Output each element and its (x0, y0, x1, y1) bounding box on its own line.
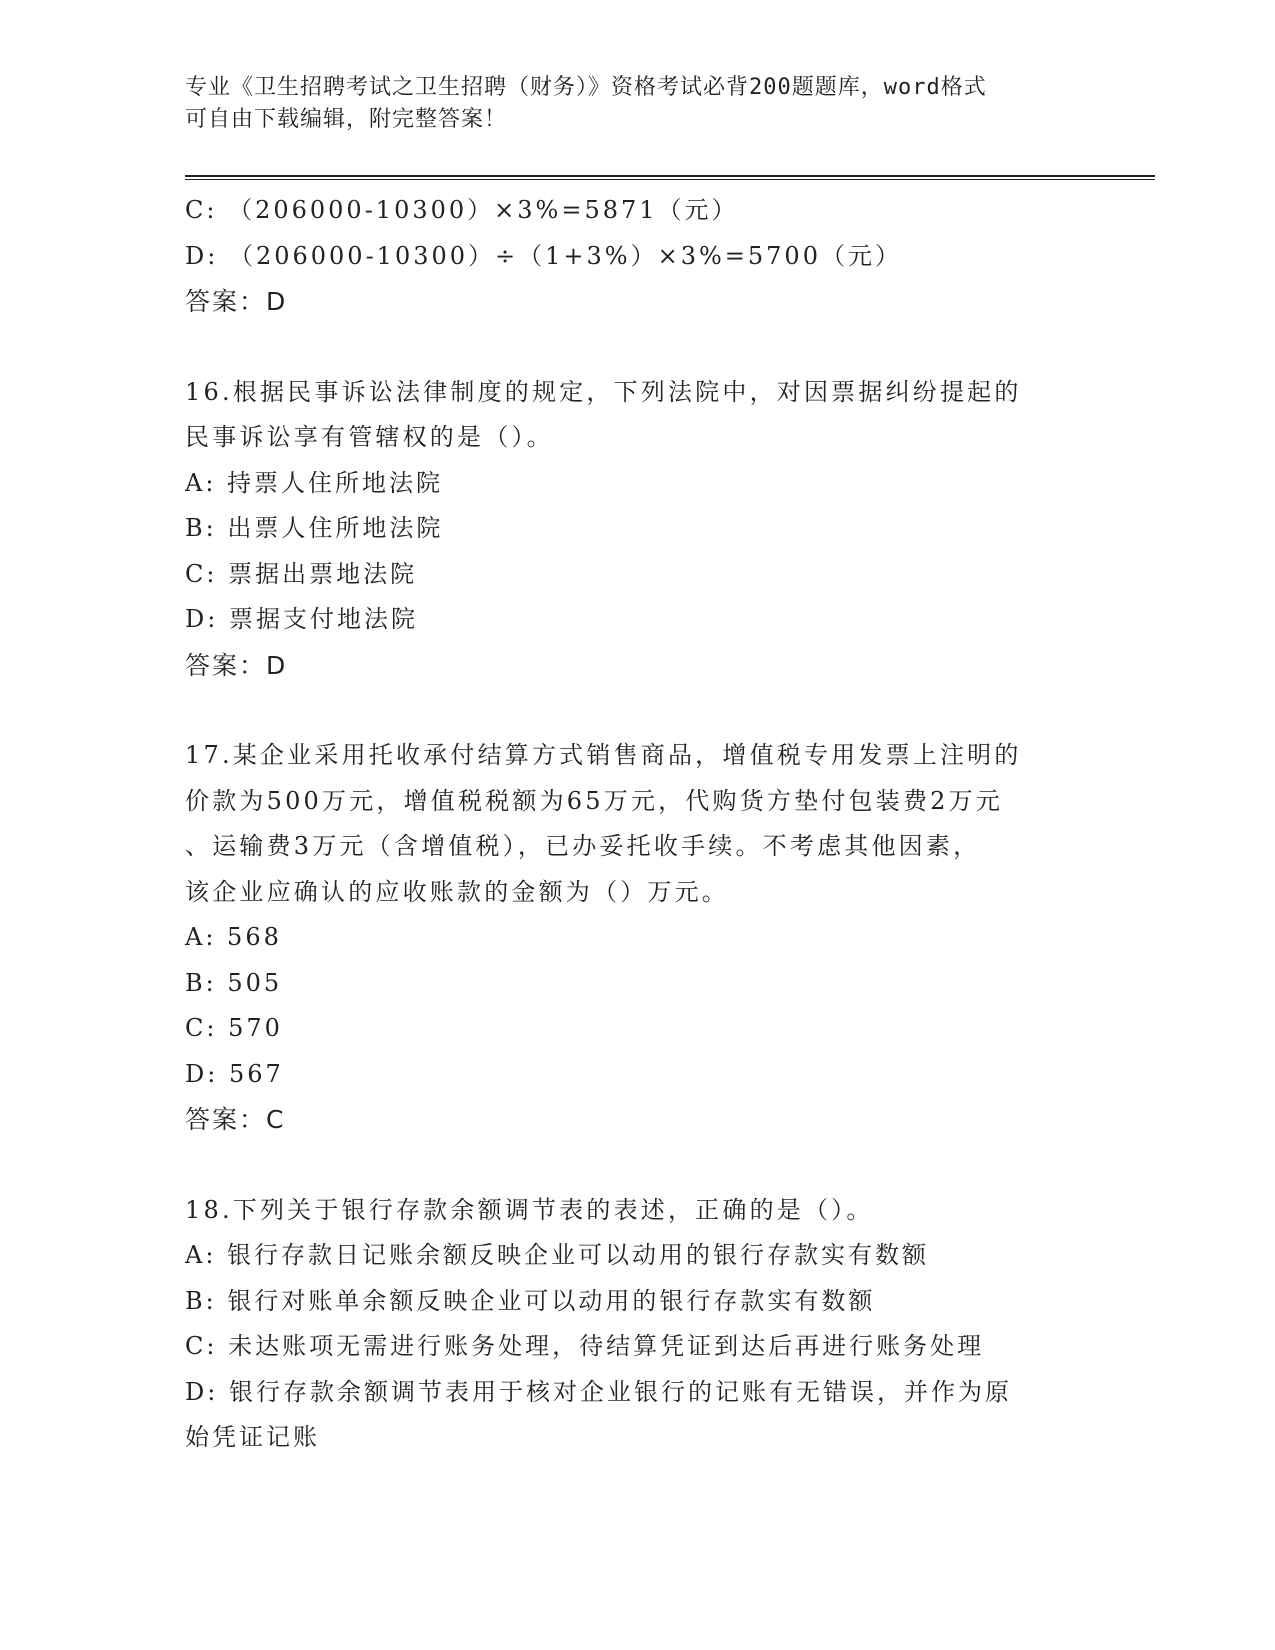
q16-stem-line-1: 16.根据民事诉讼法律制度的规定，下列法院中，对因票据纠纷提起的 (185, 377, 1022, 406)
q18-stem-line-1: 18.下列关于银行存款余额调节表的表述，正确的是（）。 (185, 1195, 874, 1224)
q16-option-b: B: 出票人住所地法院 (185, 514, 444, 542)
q17-option-d: D: 567 (185, 1059, 284, 1088)
header-line-1: 专业《卫生招聘考试之卫生招聘（财务）》资格考试必背200题题库，word格式 (185, 75, 987, 100)
q17-answer: 答案：C (185, 1105, 286, 1134)
q17-stem-line-1: 17.某企业采用托收承付结算方式销售商品，增值税专用发票上注明的 (185, 741, 1022, 769)
q17-stem-line-2: 价款为500万元，增值税税额为65万元，代购货方垫付包装费2万元 (185, 786, 1004, 815)
question-16 (185, 370, 1085, 689)
q15-option-d: D: （206000-10300）÷（1+3%）×3%=5700（元） (185, 241, 902, 270)
spacer (185, 325, 1085, 370)
q17-option-c: C: 570 (185, 1014, 283, 1042)
header-divider (185, 175, 1155, 180)
q18-option-d-line-1: D: 银行存款余额调节表用于核对企业银行的记账有无错误，并作为原 (185, 1377, 1012, 1406)
q16-option-d: D: 票据支付地法院 (185, 605, 418, 633)
spacer (185, 1143, 1085, 1188)
q17-stem-line-4: 该企业应确认的应收账款的金额为（）万元。 (185, 877, 729, 906)
q18-option-c: C: 未达账项无需进行账务处理，待结算凭证到达后再进行账务处理 (185, 1332, 985, 1360)
page-header (185, 72, 1085, 136)
question-18 (185, 1188, 1085, 1461)
q17-stem-line-3: 、运输费3万元（含增值税），已办妥托收手续。不考虑其他因素， (185, 832, 981, 860)
question-17 (185, 733, 1085, 1143)
q18-option-d-line-2: 始凭证记账 (185, 1423, 320, 1451)
q16-option-c: C: 票据出票地法院 (185, 559, 418, 588)
q16-answer: 答案：D (185, 650, 288, 680)
header-line-2: 可自由下载编辑，附完整答案！ (185, 107, 508, 132)
q15-answer: 答案：D (185, 287, 288, 316)
q18-option-a: A: 银行存款日记账余额反映企业可以动用的银行存款实有数额 (185, 1241, 930, 1269)
page-content (185, 188, 1085, 1461)
q17-option-b: B: 505 (185, 968, 283, 997)
q18-option-b: B: 银行对账单余额反映企业可以动用的银行存款实有数额 (185, 1286, 876, 1315)
q16-option-a: A: 持票人住所地法院 (185, 468, 444, 497)
q16-stem-line-2: 民事诉讼享有管辖权的是（）。 (185, 423, 554, 451)
question-15-tail (185, 188, 1085, 325)
q15-option-c: C: （206000-10300）×3%=5871（元） (185, 196, 739, 224)
q17-option-a: A: 568 (185, 923, 282, 951)
spacer (185, 688, 1085, 733)
